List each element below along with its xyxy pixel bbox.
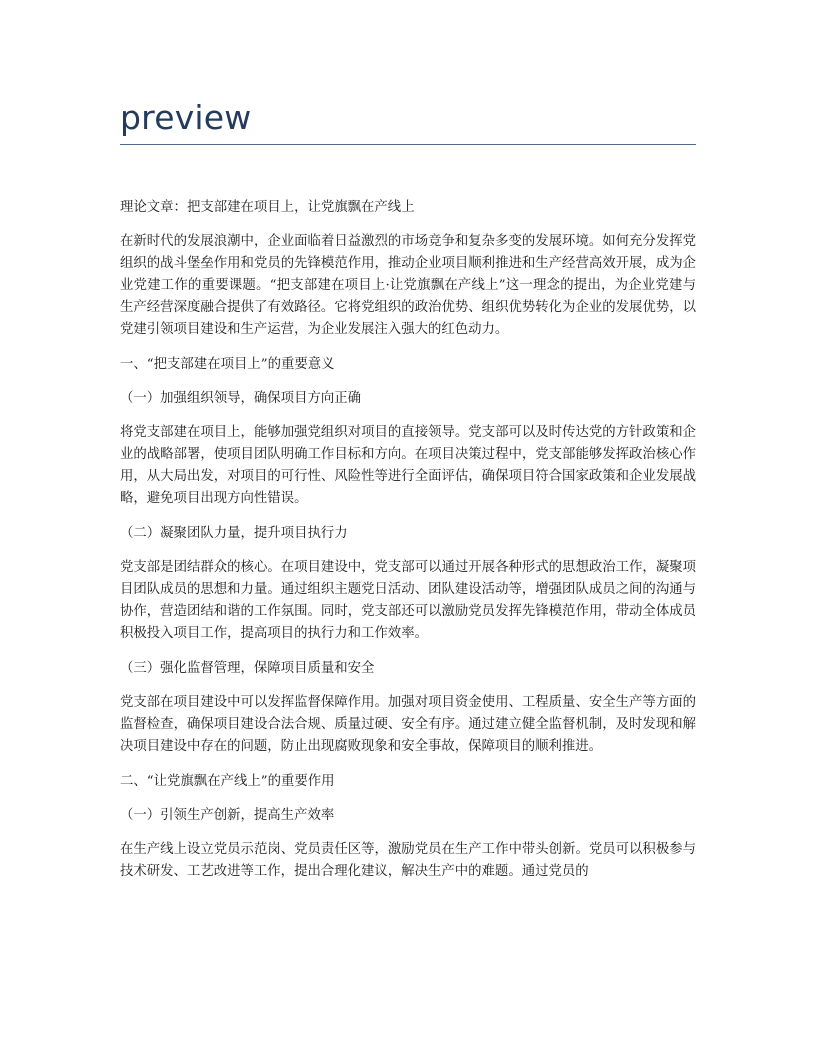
title-divider	[120, 144, 696, 145]
article-title: 理论文章：把支部建在项目上，让党旗飘在产线上	[120, 200, 415, 215]
document-title: preview	[120, 98, 252, 137]
body-paragraph-1-1: 将党支部建在项目上，能够加强党组织对项目的直接领导。党支部可以及时传达党的方针政策和企业的战略部署，使项目团队明确工作目标和方向。在项目决策过程中，党支部能够发挥政治核心作用，从大局出发，对项目的可行性、风险性等进行全面评估，确保项目符合国家政策和企业发展战略，避免项目出现方向性错误。	[120, 425, 696, 506]
body-paragraph-1-2: 党支部是团结群众的核心。在项目建设中，党支部可以通过开展各种形式的思想政治工作，凝聚项目团队成员的思想和力量。通过组织主题党日活动、团队建设活动等，增强团队成员之间的沟通与协作，营造团结和谐的工作氛围。同时，党支部还可以激励党员发挥先锋模范作用，带动全体成员积极投入项目工作，提高项目的执行力和工作效率。	[120, 560, 696, 641]
document-body	[120, 197, 696, 883]
subsection-heading-2-1: （一）引领生产创新，提高生产效率	[120, 808, 335, 823]
subsection-heading-1-1: （一）加强组织领导，确保项目方向正确	[120, 391, 362, 406]
subsection-heading-1-2: （二）凝聚团队力量，提升项目执行力	[120, 526, 348, 541]
intro-paragraph: 在新时代的发展浪潮中，企业面临着日益激烈的市场竞争和复杂多变的发展环境。如何充分发挥党组织的战斗堡垒作用和党员的先锋模范作用，推动企业项目顺利推进和生产经营高效开展，成为企业党建工作的重要课题。“把支部建在项目上·让党旗飘在产线上”这一理念的提出，为企业党建与生产经营深度融合提供了有效路径。它将党组织的政治优势、组织优势转化为企业的发展优势，以党建引领项目建设和生产运营，为企业发展注入强大的红色动力。	[120, 234, 696, 337]
body-paragraph-1-3: 党支部在项目建设中可以发挥监督保障作用。加强对项目资金使用、工程质量、安全生产等方面的监督检查，确保项目建设合法合规、质量过硬、安全有序。通过建立健全监督机制，及时发现和解决项目建设中存在的问题，防止出现腐败现象和安全事故，保障项目的顺利推进。	[120, 695, 696, 754]
subsection-heading-1-3: （三）强化监督管理，保障项目质量和安全	[120, 661, 375, 676]
body-paragraph-2-1: 在生产线上设立党员示范岗、党员责任区等，激励党员在生产工作中带头创新。党员可以积极参与技术研发、工艺改进等工作，提出合理化建议，解决生产中的难题。通过党员的	[120, 842, 696, 879]
section-heading-1: 一、“把支部建在项目上”的重要意义	[120, 357, 335, 372]
section-heading-2: 二、“让党旗飘在产线上”的重要作用	[120, 774, 335, 789]
